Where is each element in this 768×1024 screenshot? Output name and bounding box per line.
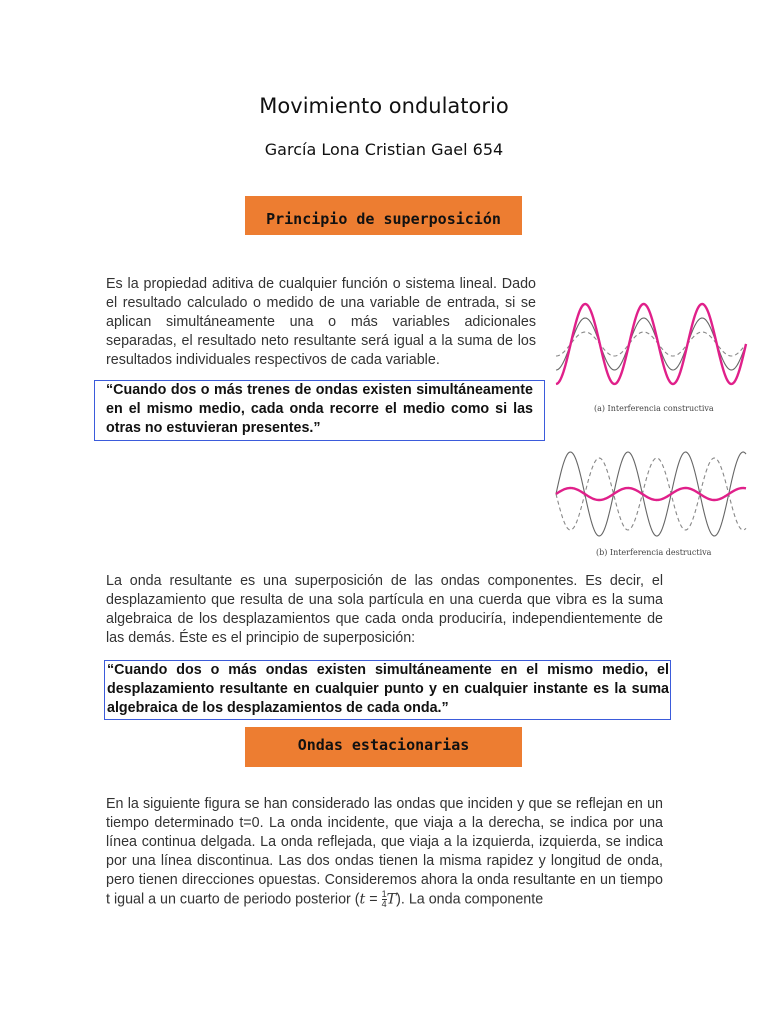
constructive-interference-figure [552, 292, 752, 407]
section-heading-ondas-estacionarias: Ondas estacionarias [245, 727, 522, 767]
fraction-denominator: 4 [381, 899, 387, 909]
page-title: Movimiento ondulatorio [259, 94, 509, 118]
quote-box-1: “Cuando dos o más trenes de ondas existen simultáneamente en el mismo medio, cada onda recorre el medio como si las otras no estuvieran presentes.” [94, 380, 545, 441]
destructive-interference-figure [552, 446, 752, 546]
caption-constructive: (a) Interferencia constructiva [594, 404, 714, 413]
math-T: T [386, 891, 397, 908]
fraction-numerator: 1 [381, 889, 387, 899]
math-t: t [359, 891, 366, 908]
paragraph-end: ). La onda componente [396, 891, 544, 908]
quote-box-2: “Cuando dos o más ondas existen simultáneamente en el mismo medio, el desplazamiento resultante en cualquier punto y en cualquier instante es la suma algebraica de los desplazamientos de cada onda.” [104, 660, 671, 720]
author-line: García Lona Cristian Gael 654 [264, 140, 504, 159]
caption-destructive: (b) Interferencia destructiva [596, 548, 712, 557]
resultant-wave [556, 304, 746, 384]
section-heading-superposicion: Principio de superposición [245, 196, 522, 235]
paragraph-definition: Es la propiedad aditiva de cualquier función o sistema lineal. Dado el resultado calculado o medido de una variable de entrada, si se aplican simultáneamente una o más variables adicionales separadas, el resultado neto resultante será igual a la suma de los resultados individuales respectivos de cada variable. [106, 276, 536, 368]
paragraph-standing-waves [106, 795, 663, 909]
resultant-wave [556, 488, 746, 500]
paragraph-superposition: La onda resultante es una superposición de las ondas componentes. Es decir, el desplazamiento que resulta de una sola partícula en una cuerda que vibra es la suma algebraica de los desplazamientos que cada onda produciría, independientemente de las demás. Éste es el principio de superposición: [106, 573, 663, 646]
math-equals: = [365, 891, 382, 908]
paragraph-text: En la siguiente figura se han considerado las ondas que inciden y que se reflejan en un tiempo determinado t=0. La onda incidente, que viaja a la derecha, se indica por una línea continua delgada. La onda reflejada, que viaja a la izquierda, izquierda, se indica por una línea discontinua. Las dos ondas tienen la misma rapidez y longitud de onda, pero tienen direcciones opuestas. Consideremos ahora la onda resultante en un tiempo t igual a un cuarto de periodo posterior ( [106, 796, 663, 908]
